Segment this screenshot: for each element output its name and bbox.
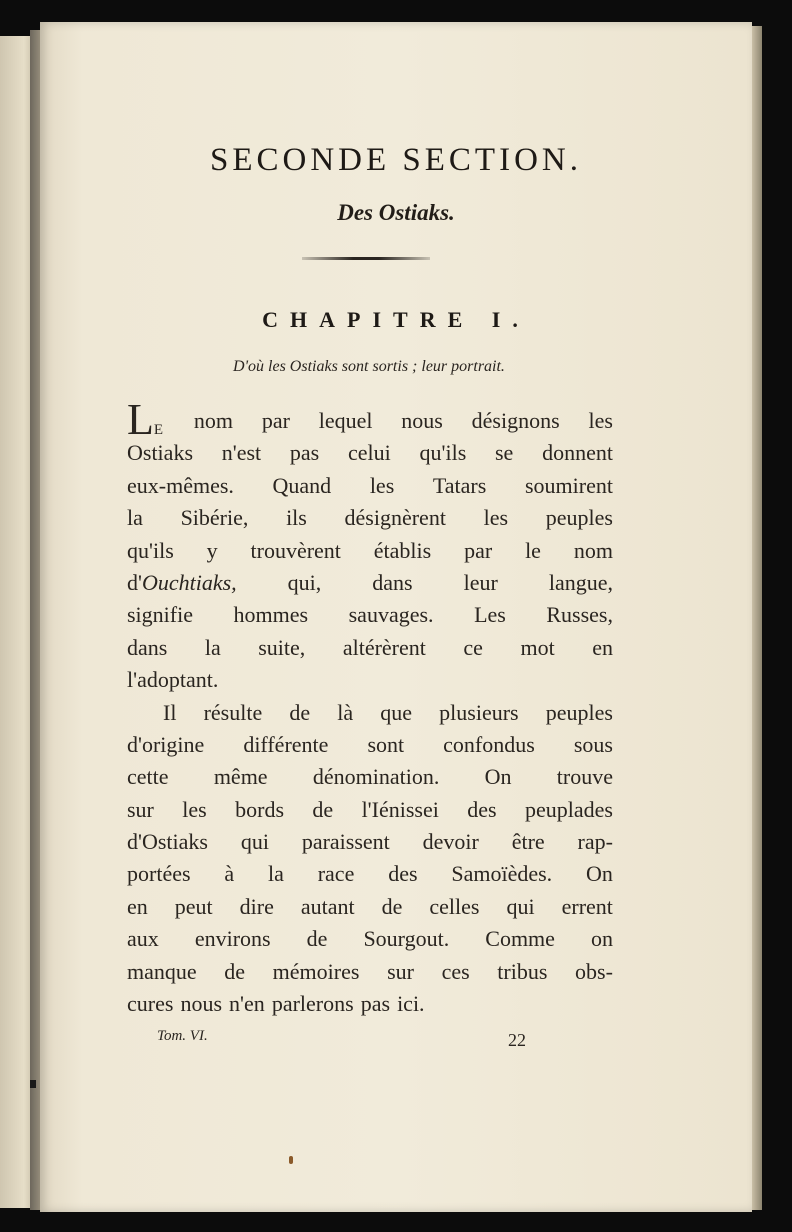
- word: la: [267, 861, 284, 887]
- drop-cap-continuation: E: [153, 422, 164, 438]
- word: dans: [127, 634, 168, 660]
- word: que: [380, 699, 413, 725]
- word: peuples: [545, 699, 613, 725]
- section-subtitle: Des Ostiaks.: [337, 200, 455, 225]
- word: l'Iénissei: [361, 796, 439, 822]
- word: à: [224, 861, 235, 887]
- word: leur: [463, 569, 498, 595]
- text-line: [127, 858, 613, 890]
- word: la: [204, 634, 221, 660]
- word: suite,: [258, 634, 306, 660]
- ornamental-rule: [302, 257, 430, 260]
- word: ici.: [397, 991, 425, 1017]
- word: sous: [573, 731, 613, 757]
- text-line: [127, 599, 613, 631]
- word: désignèrent: [344, 505, 446, 531]
- word: trouvèrent: [250, 537, 341, 563]
- word: Comme: [485, 926, 555, 952]
- word: les: [182, 796, 207, 822]
- word: là: [337, 699, 354, 725]
- word: aux: [127, 926, 159, 952]
- word: établis: [373, 537, 432, 563]
- word: peuplades: [524, 796, 613, 822]
- word: les: [588, 408, 613, 433]
- chapter-title: CHAPITRE I.: [262, 307, 530, 332]
- word: Samoïèdes.: [451, 861, 553, 887]
- word: sur: [127, 796, 154, 822]
- word: altérèrent: [342, 634, 426, 660]
- word: cette: [127, 764, 169, 790]
- word: Ostiaks: [127, 440, 193, 466]
- text-line: [127, 826, 613, 858]
- word: soumirent: [524, 472, 613, 498]
- word: environs: [194, 926, 271, 952]
- word: peuples: [545, 505, 613, 531]
- word: même: [213, 764, 268, 790]
- word: pas: [360, 991, 391, 1017]
- word: parlerons: [271, 991, 354, 1017]
- text-line: [127, 437, 613, 469]
- word: différente: [243, 731, 329, 757]
- word: en: [592, 634, 613, 660]
- paper-speck: [289, 1156, 293, 1164]
- word: des: [388, 861, 418, 887]
- word: en: [127, 893, 148, 919]
- word: désignons: [471, 408, 560, 433]
- word: Tatars: [432, 472, 487, 498]
- signature-mark: 22: [508, 1030, 526, 1050]
- word: peut: [174, 893, 213, 919]
- word: race: [317, 861, 355, 887]
- word: cures: [127, 991, 174, 1017]
- chapter-subtitle: D'où les Ostiaks sont sortis ; leur portrait.: [233, 358, 505, 375]
- word: se: [495, 440, 514, 466]
- text-line: [127, 956, 613, 988]
- word: Russes,: [546, 602, 613, 628]
- word: de: [289, 699, 311, 725]
- word: n'est: [221, 440, 262, 466]
- text-line: [127, 632, 613, 664]
- word: les: [483, 505, 509, 531]
- text-line: [127, 567, 613, 599]
- text-line: [127, 988, 613, 1020]
- text-line: [127, 729, 613, 761]
- word: celles: [429, 893, 480, 919]
- word: dire: [239, 893, 274, 919]
- word: qui: [506, 893, 535, 919]
- word: de: [306, 926, 328, 952]
- word: signifie: [127, 602, 193, 628]
- word: dans: [372, 569, 413, 595]
- word: confondus: [443, 731, 535, 757]
- word: autant: [300, 893, 355, 919]
- word: de: [312, 796, 334, 822]
- word: par: [261, 408, 290, 433]
- word: nom: [573, 537, 613, 563]
- body-text: [127, 395, 613, 1020]
- word: d'origine: [127, 731, 205, 757]
- word: Il: [163, 699, 177, 725]
- word: d'Ostiaks: [127, 829, 208, 855]
- word: devoir: [422, 829, 479, 855]
- word: Les: [474, 602, 506, 628]
- text-line: [127, 535, 613, 567]
- word: On: [586, 861, 613, 887]
- word: être: [511, 829, 545, 855]
- word: langue,: [548, 569, 613, 595]
- word: nous: [180, 991, 223, 1017]
- word: la: [127, 505, 143, 531]
- word: mémoires: [272, 958, 360, 984]
- word: par: [464, 537, 493, 563]
- word: ces: [441, 958, 470, 984]
- text-line: [127, 395, 613, 444]
- word: bords: [235, 796, 285, 822]
- word: trouve: [556, 764, 613, 790]
- text-line: [127, 502, 613, 534]
- text-line: [127, 794, 613, 826]
- word: manque: [127, 958, 197, 984]
- word: Sourgout.: [363, 926, 450, 952]
- word: errent: [561, 893, 613, 919]
- word: nom: [193, 408, 233, 433]
- text-line: [127, 470, 613, 502]
- word: tribus: [497, 958, 548, 984]
- word: sont: [367, 731, 405, 757]
- word: Quand: [272, 472, 332, 498]
- word: qu'ils: [419, 440, 467, 466]
- text-line: [127, 891, 613, 923]
- word: lequel: [318, 408, 373, 433]
- word: obs-: [575, 958, 613, 984]
- drop-cap: LE: [127, 395, 164, 444]
- word: donnent: [542, 440, 613, 466]
- word: ils: [286, 505, 307, 531]
- word: mot: [520, 634, 555, 660]
- word: nous: [401, 408, 443, 433]
- word: paraissent: [301, 829, 390, 855]
- text-line: [127, 664, 613, 696]
- word: de: [224, 958, 246, 984]
- word: celui: [347, 440, 391, 466]
- word: on: [590, 926, 613, 952]
- word: Sibérie,: [180, 505, 249, 531]
- text-line: [127, 761, 613, 793]
- word: sur: [387, 958, 414, 984]
- word: de: [381, 893, 403, 919]
- word: qu'ils: [127, 537, 174, 563]
- word: l'adoptant.: [127, 667, 219, 693]
- volume-marker: Tom. VI.: [157, 1028, 208, 1044]
- word: On: [484, 764, 512, 790]
- word: dénomination.: [312, 764, 440, 790]
- word: résulte: [203, 699, 263, 725]
- word: hommes: [233, 602, 309, 628]
- word: qui,: [287, 569, 322, 595]
- word: eux-mêmes.: [127, 472, 234, 498]
- word: n'en: [229, 991, 265, 1017]
- word: qui: [240, 829, 269, 855]
- text-line: [127, 697, 613, 729]
- word: portées: [127, 861, 191, 887]
- word: plusieurs: [439, 699, 519, 725]
- word: y: [206, 537, 218, 563]
- word: les: [369, 472, 395, 498]
- word: sauvages.: [348, 602, 434, 628]
- word: le: [525, 537, 541, 563]
- section-title: SECONDE SECTION.: [209, 142, 582, 178]
- text-line: [127, 923, 613, 955]
- word: ce: [463, 634, 483, 660]
- word: d'Ouchtiaks,: [127, 569, 237, 595]
- word: des: [467, 796, 497, 822]
- word: pas: [289, 440, 320, 466]
- binding-mark: [30, 1080, 36, 1088]
- word: rap-: [577, 829, 613, 855]
